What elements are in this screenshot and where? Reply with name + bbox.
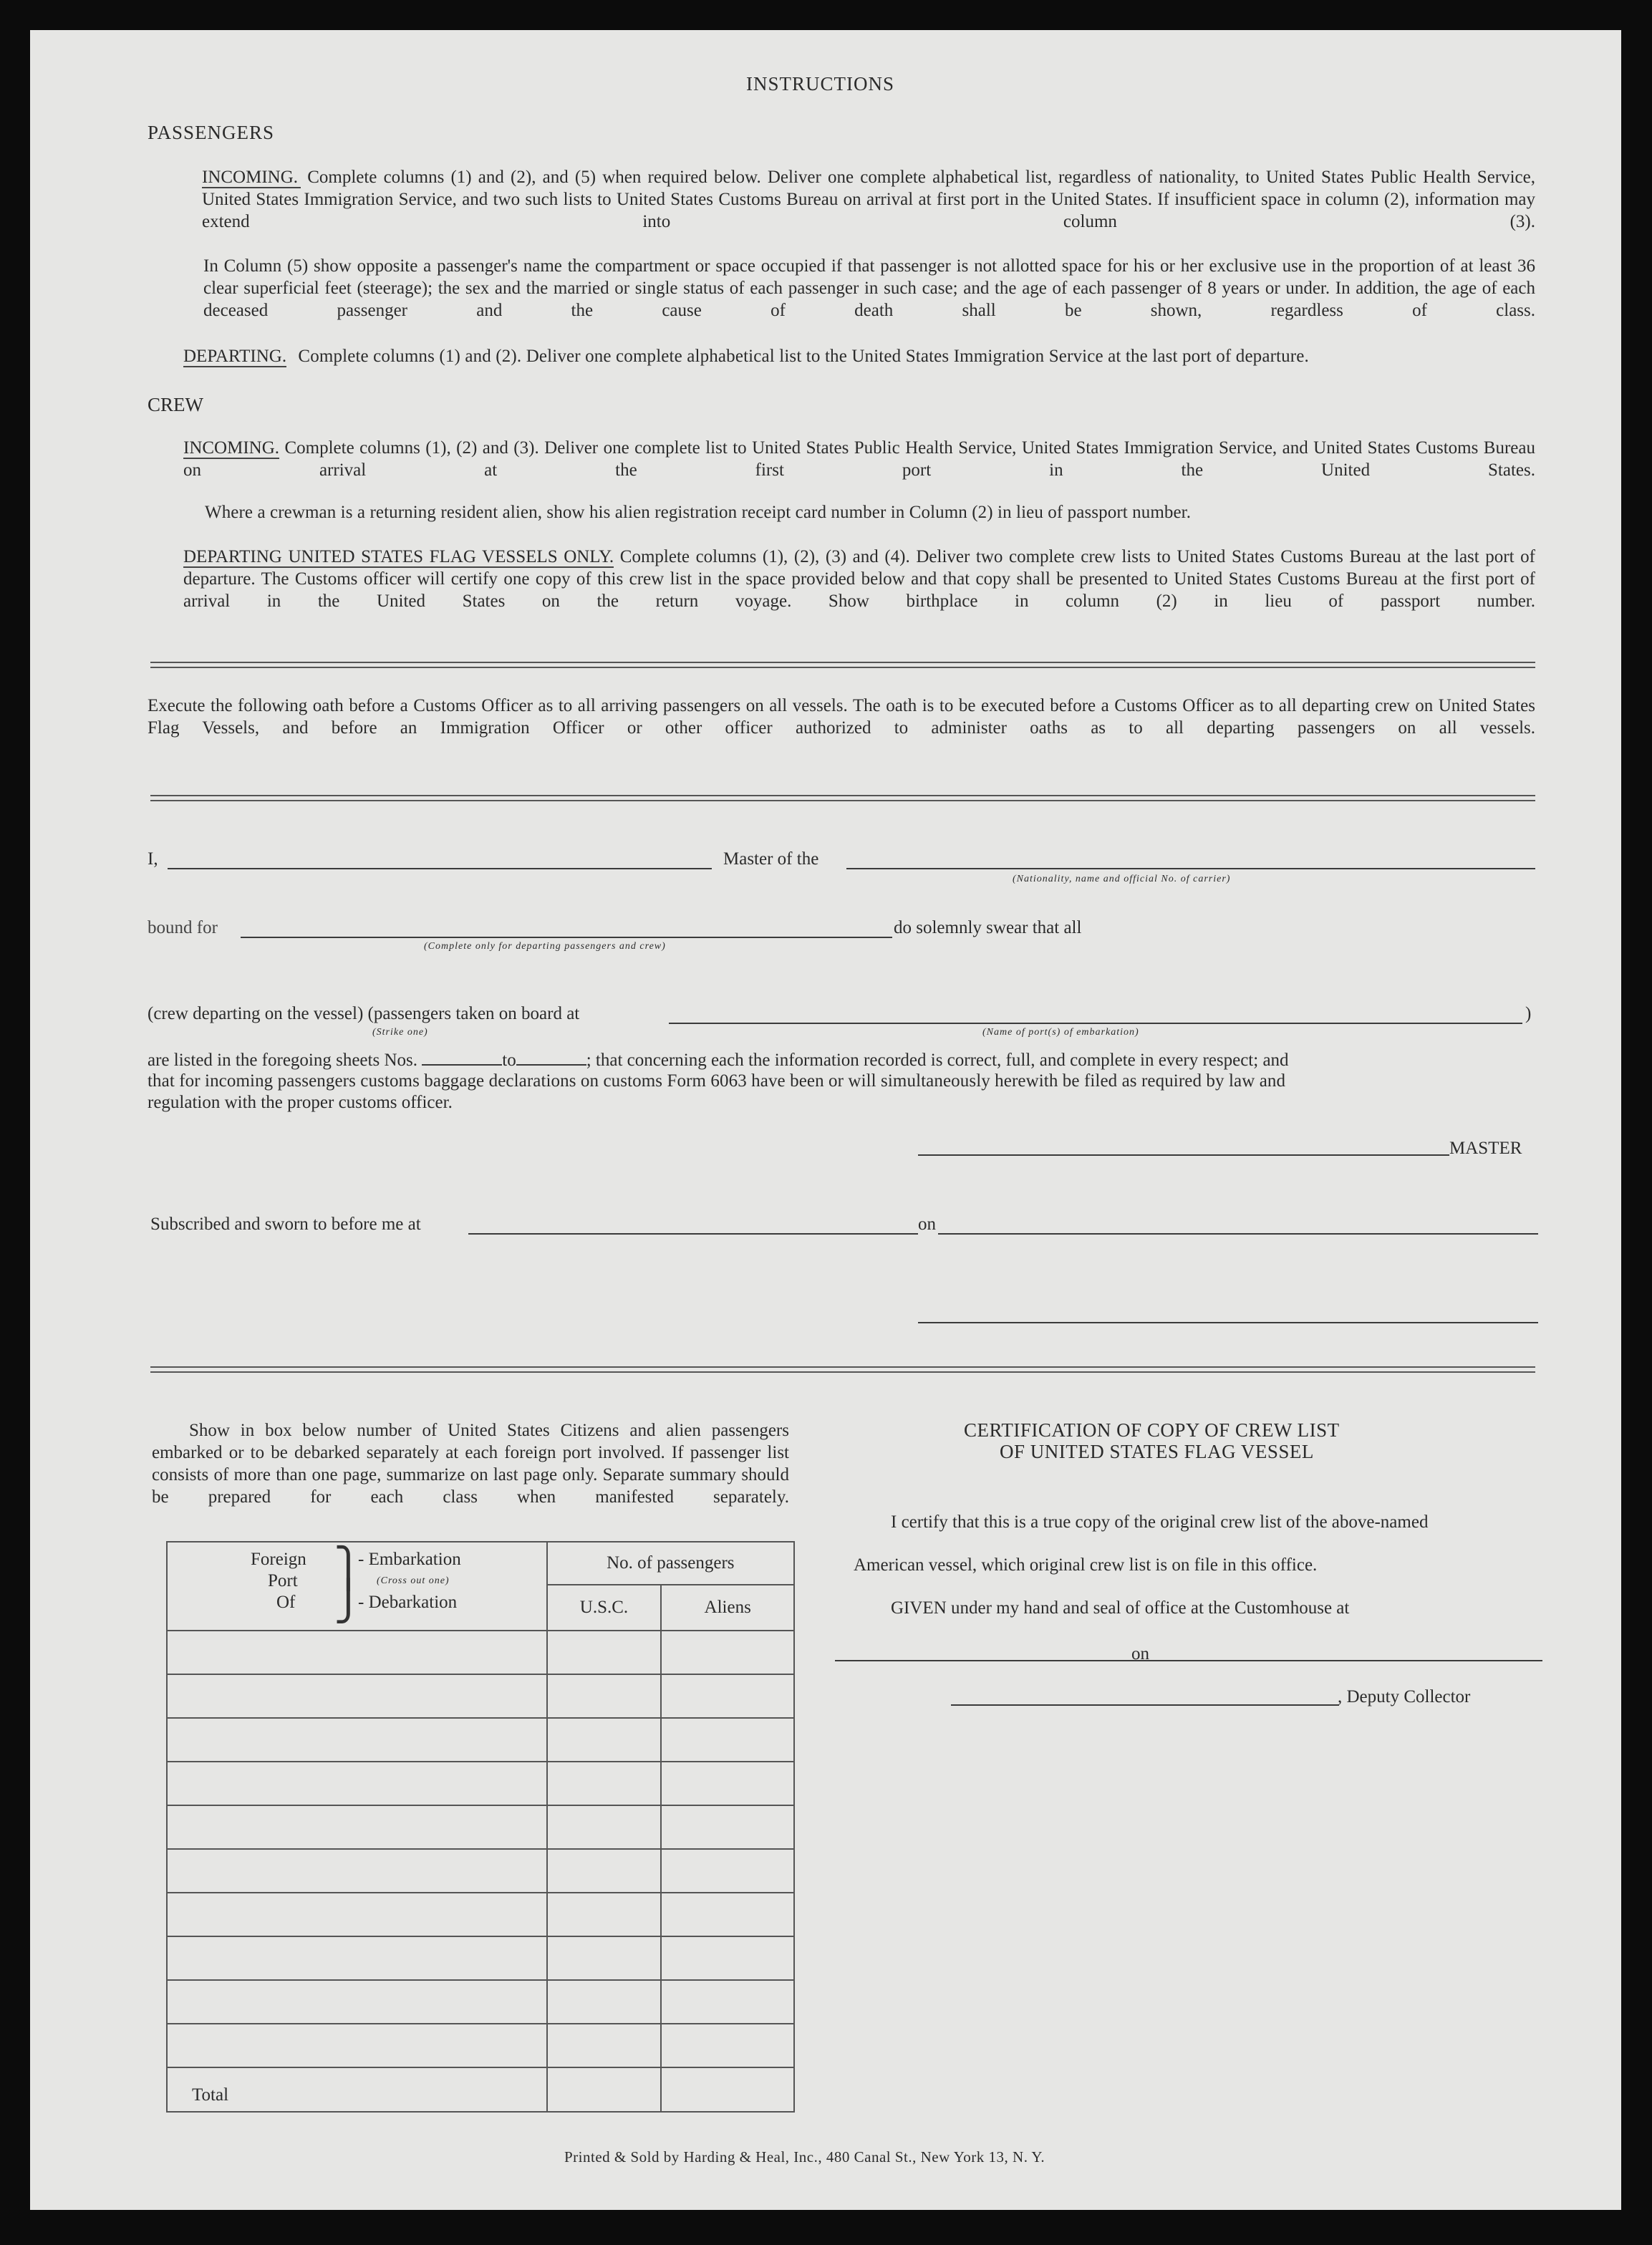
- table-row: [167, 1805, 794, 1849]
- crew-incoming-paragraph: [183, 437, 1535, 481]
- strike-caption: (Strike one): [372, 1027, 428, 1038]
- master-of-label: Master of the: [723, 849, 819, 869]
- customhouse-date-field[interactable]: [1151, 1660, 1542, 1661]
- crew-departing-label-line: (crew departing on the vessel) (passengers taken on board at: [148, 1004, 580, 1023]
- divider-3: [150, 1366, 1535, 1373]
- aliens-total-cell[interactable]: [661, 2067, 794, 2112]
- usc-total-cell[interactable]: [547, 2067, 662, 2112]
- listed-line-2: that for incoming passengers customs baggage declarations on customs Form 6063 have been or will simultaneously herewith be filed as required by law and: [148, 1071, 1286, 1091]
- port-label: Port: [268, 1571, 298, 1590]
- of-label: Of: [276, 1593, 296, 1612]
- port-cell[interactable]: [167, 1805, 547, 1849]
- table-row: [167, 1631, 794, 1674]
- carrier-field[interactable]: [846, 868, 1535, 869]
- total-row: [167, 2067, 794, 2112]
- usc-label: U.S.C.: [579, 1598, 629, 1617]
- listed-label: are listed in the foregoing sheets Nos.: [148, 1051, 417, 1070]
- port-cell[interactable]: [167, 1980, 547, 2024]
- brace-icon: ⎫: [334, 1547, 363, 1590]
- crew-departing-paragraph: [183, 546, 1535, 612]
- aliens-cell[interactable]: [661, 1893, 794, 1936]
- sheet-from-field[interactable]: [422, 1050, 502, 1066]
- crew-incoming-text: Complete columns (1), (2) and (3). Deliver one complete list to United States Public Health Service, United States Immigration Service, and United States Customs Bureau on arrival at the first port in the United States.: [183, 438, 1535, 480]
- crew-incoming-label: INCOMING.: [183, 438, 280, 458]
- no-of-passengers-label: No. of passengers: [607, 1553, 735, 1573]
- cross-out-caption: (Cross out one): [377, 1575, 450, 1586]
- subscribed-place-field[interactable]: [468, 1233, 918, 1235]
- table-row: [167, 1718, 794, 1762]
- master-name-field[interactable]: [168, 868, 712, 869]
- certification-title-2: OF UNITED STATES FLAG VESSEL: [1000, 1441, 1314, 1462]
- aliens-cell[interactable]: [661, 1980, 794, 2024]
- to-label: to: [502, 1051, 516, 1070]
- passengers-incoming-text: Complete columns (1) and (2), and (5) when required below. Deliver one complete alphabetical list, regardless of nationality, to United States Public Health Service, United States Immigration Service, and two such lists to United States Customs Bureau on arrival at first port in the United States. If insufficient space in column (2), information may extend into column (3).: [202, 168, 1536, 231]
- passengers-heading: PASSENGERS: [148, 122, 275, 143]
- deputy-collector-label: , Deputy Collector: [1338, 1687, 1471, 1706]
- port-cell[interactable]: [167, 1762, 547, 1805]
- usc-cell[interactable]: [547, 2024, 662, 2067]
- table-row: [167, 1893, 794, 1936]
- certification-line-2: American vessel, which original crew list is on file in this office.: [854, 1555, 1318, 1575]
- master-signature-field[interactable]: [918, 1154, 1449, 1156]
- listed-line-3: regulation with the proper customs officer.: [148, 1093, 453, 1112]
- swear-label: do solemnly swear that all: [894, 918, 1082, 937]
- bound-for-field[interactable]: [241, 937, 892, 938]
- passenger-summary-table: [166, 1541, 795, 2113]
- total-label: Total: [192, 2085, 229, 2105]
- crew-departing-text: Complete columns (1), (2), (3) and (4). Deliver two complete crew lists to United States Customs Bureau at the last port of departure. The Customs officer will certify one copy of this crew list in the space provided below and that copy shall be presented to United States Customs Bureau at the first port of arrival in the United States on the return voyage. Show birthplace in column (2) in lieu of passport number.: [183, 547, 1536, 611]
- certification-on-label: on: [1131, 1644, 1149, 1664]
- usc-cell[interactable]: [547, 1980, 662, 2024]
- aliens-header: [661, 1585, 794, 1631]
- aliens-cell[interactable]: [661, 1805, 794, 1849]
- embarkation-port-field[interactable]: [669, 1023, 1522, 1024]
- passengers-incoming-label: INCOMING.: [202, 168, 301, 188]
- aliens-cell[interactable]: [661, 1849, 794, 1893]
- aliens-cell[interactable]: [661, 1674, 794, 1718]
- passengers-departing-label: DEPARTING.: [183, 347, 287, 366]
- passengers-departing-line: [183, 347, 1309, 367]
- usc-cell[interactable]: [547, 1936, 662, 1980]
- usc-header: [547, 1585, 662, 1631]
- customhouse-place-field[interactable]: [835, 1660, 1160, 1661]
- summary-instructions: Show in box below number of United States Citizens and alien passengers embarked or to be debarked separately at each foreign port involved. If passenger list consists of more than one page, summarize on last page only. Separate summary should be prepared for each class when manifested separately.: [152, 1421, 789, 1507]
- aliens-cell[interactable]: [661, 1936, 794, 1980]
- port-cell[interactable]: [167, 1631, 547, 1674]
- usc-cell[interactable]: [547, 1849, 662, 1893]
- port-cell[interactable]: [167, 1718, 547, 1762]
- subscribed-label: Subscribed and sworn to before me at: [150, 1215, 421, 1234]
- table-row: [167, 1980, 794, 2024]
- table-row: [167, 1762, 794, 1805]
- bound-for-caption: (Complete only for departing passengers and crew): [424, 941, 666, 952]
- close-paren: ): [1525, 1004, 1532, 1023]
- no-of-passengers-header: [547, 1542, 794, 1585]
- usc-cell[interactable]: [547, 1718, 662, 1762]
- bound-for-label: bound for: [148, 918, 218, 937]
- listed-text-1: ; that concerning each the information recorded is correct, full, and complete in every respect; and: [586, 1051, 1289, 1070]
- aliens-cell[interactable]: [661, 1762, 794, 1805]
- passengers-column5-paragraph: [203, 255, 1535, 322]
- divider-2: [150, 795, 1535, 801]
- form-page: [30, 30, 1621, 2210]
- port-cell[interactable]: [167, 2024, 547, 2067]
- carrier-caption: (Nationality, name and official No. of carrier): [1013, 874, 1231, 884]
- usc-cell[interactable]: [547, 1762, 662, 1805]
- crew-departing-label: DEPARTING UNITED STATES FLAG VESSELS ONLY.: [183, 547, 614, 566]
- port-cell[interactable]: [167, 1674, 547, 1718]
- total-cell: [167, 2067, 547, 2112]
- debarkation-label: - Debarkation: [358, 1593, 458, 1612]
- table-row: [167, 1936, 794, 1980]
- listed-line-1: [148, 1050, 1537, 1071]
- aliens-label: Aliens: [704, 1598, 751, 1617]
- certification-title-1: CERTIFICATION OF COPY OF CREW LIST: [964, 1419, 1340, 1441]
- printer-footer: Printed & Sold by Harding & Heal, Inc., 480 Canal St., New York 13, N. Y.: [564, 2148, 1045, 2166]
- passengers-column5-text: In Column (5) show opposite a passenger's name the compartment or space occupied if that passenger is not allotted space for his or her exclusive use in the proportion of at least 36 clear superficial feet (steerage); the sex and the married or single status of each passenger in such case; and the age of each passenger of 8 years or under. In addition, the age of each deceased passenger and the cause of death shall be shown, regardless of class.: [203, 256, 1535, 320]
- i-label: I,: [148, 849, 158, 869]
- foreign-label: Foreign: [251, 1550, 306, 1569]
- usc-cell[interactable]: [547, 1674, 662, 1718]
- divider-1: [150, 662, 1535, 668]
- subscribed-on-label: on: [918, 1215, 936, 1234]
- table-row: [167, 1849, 794, 1893]
- usc-cell[interactable]: [547, 1893, 662, 1936]
- passengers-departing-text: Complete columns (1) and (2). Deliver one complete alphabetical list to the United States Immigration Service at the last port of departure.: [298, 347, 1309, 366]
- port-cell[interactable]: [167, 1936, 547, 1980]
- master-label: MASTER: [1449, 1139, 1522, 1158]
- embarkation-label: - Embarkation: [358, 1550, 461, 1569]
- table-row: [167, 1674, 794, 1718]
- aliens-cell[interactable]: [661, 2024, 794, 2067]
- port-cell[interactable]: [167, 1893, 547, 1936]
- aliens-cell[interactable]: [661, 1631, 794, 1674]
- usc-cell[interactable]: [547, 1805, 662, 1849]
- table-header-row-1: [167, 1542, 794, 1585]
- subscribed-date-field[interactable]: [938, 1233, 1538, 1235]
- table-row: [167, 2024, 794, 2067]
- crew-resident-text: Where a crewman is a returning resident alien, show his alien registration receipt card number in Column (2) in lieu of passport number.: [205, 503, 1192, 522]
- oath-intro: Execute the following oath before a Customs Officer as to all arriving passengers on all vessels. The oath is to be executed before a Customs Officer as to all departing crew on United States Flag Vessels, and before an Immigration Officer or other officer authorized to administer oaths as to all departing passengers on all vessels.: [148, 696, 1535, 738]
- officer-signature-field[interactable]: [918, 1322, 1538, 1323]
- brace-icon-lower: ⎭: [334, 1580, 363, 1623]
- foreign-port-header: [167, 1542, 547, 1631]
- port-caption: (Name of port(s) of embarkation): [982, 1027, 1139, 1038]
- usc-cell[interactable]: [547, 1631, 662, 1674]
- port-cell[interactable]: [167, 1849, 547, 1893]
- page-title: INSTRUCTIONS: [746, 73, 895, 95]
- sheet-to-field[interactable]: [516, 1050, 586, 1066]
- certification-line-3: GIVEN under my hand and seal of office at the Customhouse at: [891, 1598, 1350, 1618]
- crew-heading: CREW: [148, 394, 203, 415]
- certification-line-1: I certify that this is a true copy of the original crew list of the above-named: [891, 1512, 1429, 1532]
- passengers-incoming-paragraph: [202, 166, 1535, 233]
- aliens-cell[interactable]: [661, 1718, 794, 1762]
- deputy-collector-signature-field[interactable]: [951, 1704, 1339, 1706]
